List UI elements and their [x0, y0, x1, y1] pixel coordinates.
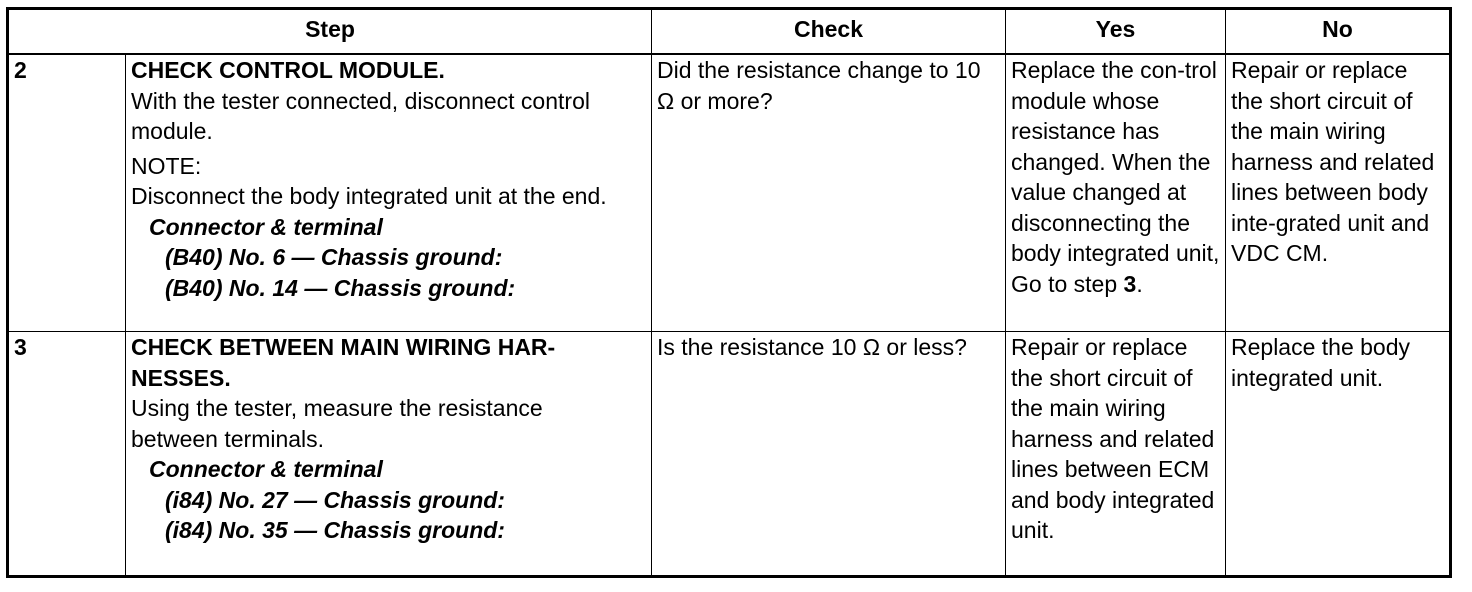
connector-heading: Connector & terminal: [149, 456, 383, 482]
step-title: CHECK CONTROL MODULE.: [131, 57, 445, 83]
connector-item: (i84) No. 27 — Chassis ground:: [165, 486, 505, 513]
no-cell: Repair or replace the short circuit of the main wiring harness and related lines between body inte-grated unit and VDC CM.: [1226, 54, 1451, 332]
connector-item: (i84) No. 35 — Chassis ground:: [165, 517, 505, 543]
header-row: [8, 9, 1451, 55]
yes-cell: Repair or replace the short circuit of the main wiring harness and related lines between ECM and body integrated unit.: [1006, 332, 1226, 577]
connector-heading: Connector & terminal: [149, 213, 383, 240]
goto-suffix: .: [1136, 270, 1143, 297]
check-cell: Did the resistance change to 10 Ω or more?: [652, 54, 1006, 332]
step-description: [126, 54, 652, 332]
connector-item: (B40) No. 6 — Chassis ground:: [165, 244, 503, 270]
note-label: NOTE:: [131, 152, 202, 179]
table-row: [8, 332, 1451, 577]
header-no: No: [1226, 9, 1451, 55]
table-row: [8, 54, 1451, 332]
goto-step-number: 3: [1123, 270, 1137, 297]
header-yes: Yes: [1006, 9, 1226, 55]
note-text: Disconnect the body integrated unit at the end.: [131, 183, 607, 209]
step-instruction: Using the tester, measure the resistance between terminals.: [131, 395, 543, 452]
connector-item: (B40) No. 14 — Chassis ground:: [165, 274, 516, 301]
no-cell: Replace the body integrated unit.: [1226, 332, 1451, 577]
step-title: CHECK BETWEEN MAIN WIRING HAR-NESSES.: [131, 334, 556, 391]
step-number: 2: [8, 54, 126, 332]
step-description: [126, 332, 652, 577]
check-cell: Is the resistance 10 Ω or less?: [652, 332, 1006, 577]
step-instruction: With the tester connected, disconnect control module.: [131, 87, 590, 144]
diagnostic-procedure-table: [6, 7, 1452, 578]
header-check: Check: [652, 9, 1006, 55]
yes-goto: [1011, 269, 1220, 300]
header-step: Step: [8, 9, 652, 55]
goto-prefix: Go to step: [1011, 270, 1124, 297]
yes-text: Replace the con-trol module whose resistance has changed. When the value changed at disconnecting the body integrated unit,: [1011, 57, 1220, 266]
step-number: 3: [8, 332, 126, 577]
yes-cell: [1006, 54, 1226, 332]
